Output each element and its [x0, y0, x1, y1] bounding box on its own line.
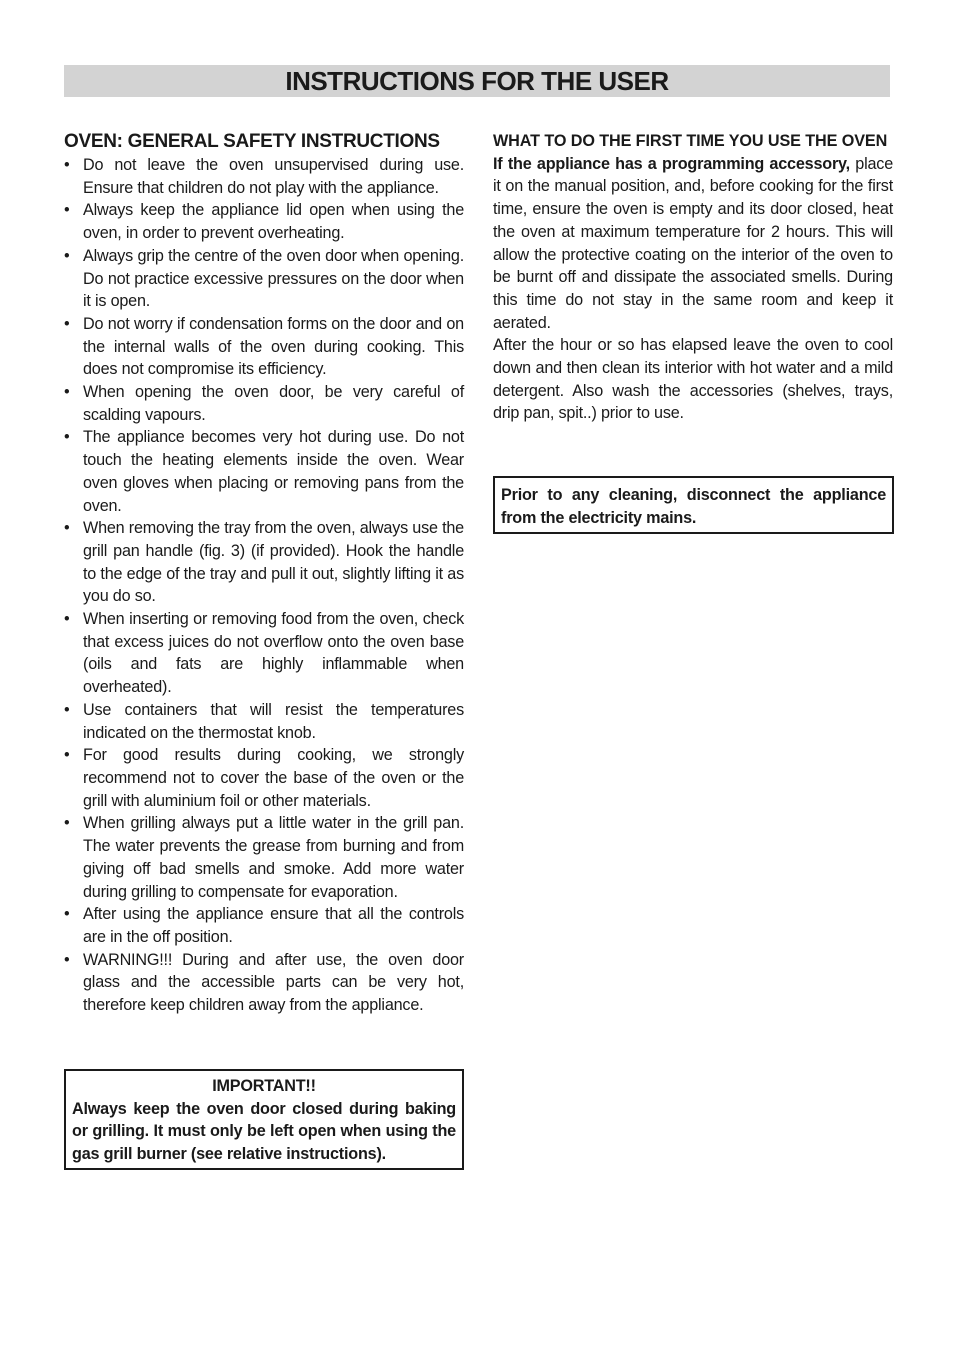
list-item: • After using the appliance ensure that all the controls are in the off position.: [64, 903, 464, 948]
list-item: • Do not worry if condensation forms on the door and on the internal walls of the oven during cooking. This does not compromise its efficiency.: [64, 313, 464, 381]
important-notice-box: [64, 1069, 464, 1170]
list-item: • When removing the tray from the oven, always use the grill pan handle (fig. 3) (if provided). Hook the handle to the edge of the tray and pull it out, slightly lifting it as you do so.: [64, 517, 464, 608]
list-item: • WARNING!!! During and after use, the oven door glass and the accessible parts can be very hot, therefore keep children away from the appliance.: [64, 949, 464, 1017]
first-use-column: [493, 130, 893, 425]
list-item: • Always keep the appliance lid open when using the oven, in order to prevent overheating.: [64, 199, 464, 244]
after-first-use-paragraph: After the hour or so has elapsed leave the oven to cool down and then clean its interior with hot water and a mild detergent. Also wash the accessories (shelves, trays, drip pan, spit..) prior to use.: [493, 336, 893, 423]
list-item: • Use containers that will resist the temperatures indicated on the thermostat knob.: [64, 699, 464, 744]
safety-list: [64, 154, 464, 1017]
list-item: • Always grip the centre of the oven door when opening. Do not practice excessive pressures on the door when it is open.: [64, 245, 464, 313]
safety-instructions-column: [64, 130, 464, 1017]
important-title: IMPORTANT!!: [212, 1077, 316, 1095]
title-bar: [64, 65, 890, 97]
page-title: INSTRUCTIONS FOR THE USER: [285, 66, 669, 96]
safety-heading: OVEN: GENERAL SAFETY INSTRUCTIONS: [64, 131, 440, 152]
list-item: • When inserting or removing food from the oven, check that excess juices do not overflow onto the oven base (oils and fats are highly inflammable when overheated).: [64, 608, 464, 699]
list-item: • Do not leave the oven unsupervised during use. Ensure that children do not play with the appliance.: [64, 154, 464, 199]
first-use-text: place it on the manual position, and, before cooking for the first time, ensure the oven is empty and its door closed, heat the oven at maximum temperature for 2 hours. This will allow the protective coating on the interior of the oven to be burnt off and dissipate the associated smells. During this time do not stay in the same room and keep it aerated.: [493, 154, 893, 332]
first-use-paragraph: [493, 153, 893, 335]
important-text: Always keep the oven door closed during baking or grilling. It must only be left open when using the gas grill burner (see relative instructions).: [72, 1099, 456, 1164]
first-use-heading: WHAT TO DO THE FIRST TIME YOU USE THE OVEN: [493, 132, 888, 150]
list-item: • The appliance becomes very hot during use. Do not touch the heating elements inside the oven. Wear oven gloves when placing or removing pans from the oven.: [64, 426, 464, 517]
cleaning-warning-box: Prior to any cleaning, disconnect the appliance from the electricity mains.: [493, 476, 894, 534]
first-use-bold-lead: If the appliance has a programming accessory,: [493, 154, 850, 173]
list-item: • When opening the oven door, be very careful of scalding vapours.: [64, 381, 464, 426]
list-item: • For good results during cooking, we strongly recommend not to cover the base of the oven or the grill with aluminium foil or other materials.: [64, 744, 464, 812]
list-item: • When grilling always put a little water in the grill pan. The water prevents the grease from burning and from giving off bad smells and smoke. Add more water during grilling to compensate for evaporation.: [64, 812, 464, 903]
